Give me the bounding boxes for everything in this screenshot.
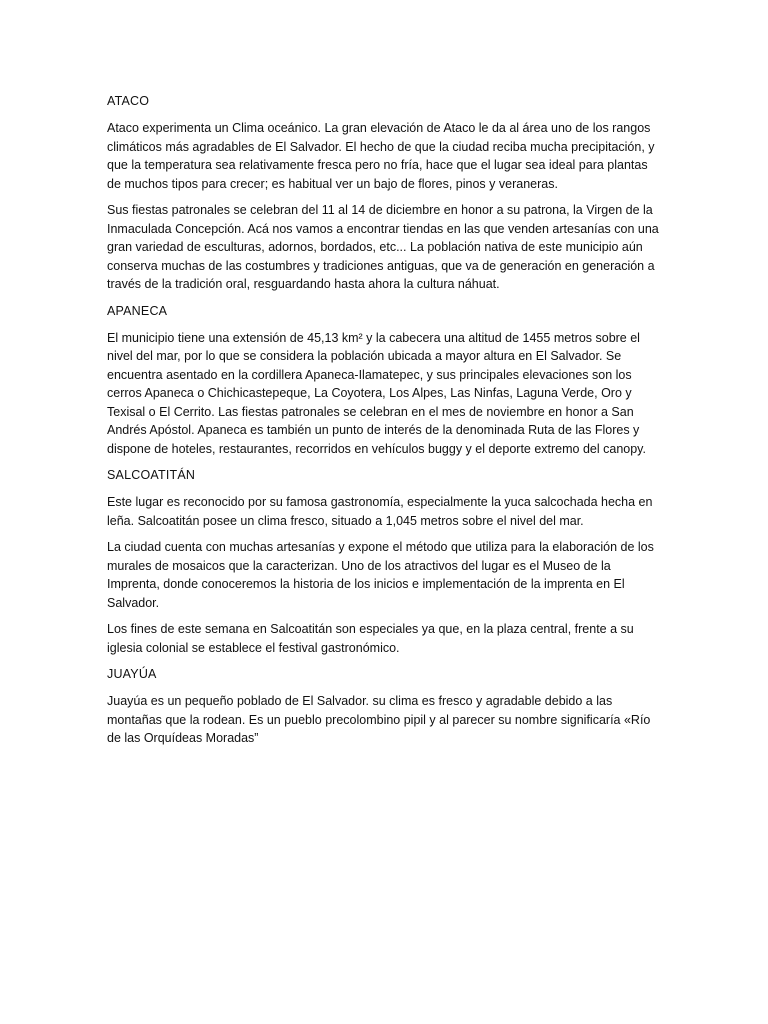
paragraph: Los fines de este semana en Salcoatitán son especiales ya que, en la plaza central, frente a su iglesia colonial se establece el festival gastronómico.: [107, 622, 634, 655]
section-heading: ATACO: [107, 94, 150, 108]
section-heading: APANECA: [107, 303, 168, 318]
section-juayua: [107, 665, 660, 748]
section-ataco: [107, 92, 660, 294]
paragraph: El municipio tiene una extensión de 45,13 km² y la cabecera una altitud de 1455 metros sobre el nivel del mar, por lo que se considera la población ubicada a mayor altura en El Salvador. Se encuentra asentado en la cordillera Apaneca-Ilamatepec, y sus principales elevaciones son los cerros Apaneca o Chichicastepeque, La Coyotera, Los Alpes, Las Ninfas, Laguna Verde, Oro y Texisal o El Cerrito. Las fiestas patronales se celebran en el mes de noviembre en honor a San Andrés Apóstol. Apaneca es también un punto de interés de la denominada Ruta de las Flores y dispone de hoteles, restaurantes, recorridos en vehículos buggy y el deporte extremo del canopy.: [107, 330, 646, 456]
paragraph: Juayúa es un pequeño poblado de El Salvador. su clima es fresco y agradable debido a las montañas que la rodean. Es un pueblo precolombino pipil y al parecer su nombre significaría «Río de las Orquídeas Moradas”: [107, 694, 651, 745]
paragraph: La ciudad cuenta con muchas artesanías y expone el método que utiliza para la elaboración de los murales de mosaicos que la caracterizan. Uno de los atractivos del lugar es el Museo de la Imprenta, donde conoceremos la historia de los inicios e implementación de la imprenta en El Salvador.: [107, 540, 654, 610]
section-apaneca: [107, 302, 660, 459]
section-heading: JUAYÚA: [107, 667, 157, 681]
paragraph: Este lugar es reconocido por su famosa gastronomía, especialmente la yuca salcochada hecha en leña. Salcoatitán posee un clima fresco, situado a 1,045 metros sobre el nivel del mar.: [107, 495, 653, 528]
document-body: [107, 92, 660, 756]
paragraph: Sus fiestas patronales se celebran del 11 al 14 de diciembre en honor a su patrona, la Virgen de la Inmaculada Concepción. Acá nos vamos a encontrar tiendas en las que venden artesanías con una gran variedad de esculturas, adornos, bordados, etc... La población nativa de este municipio aún conserva muchas de las costumbres y tradiciones antiguas, que va de generación en generación a través de la tradición oral, resguardando hasta ahora la cultura náhuat.: [107, 203, 659, 291]
section-heading: SALCOATITÁN: [107, 468, 196, 482]
section-salcoatitan: [107, 466, 660, 657]
paragraph: Ataco experimenta un Clima oceánico. La gran elevación de Ataco le da al área uno de los rangos climáticos más agradables de El Salvador. El hecho de que la ciudad reciba mucha precipitación, y que la temperatura sea relativamente fresca pero no fría, hace que el lugar sea ideal para plantas de muchos tipos para crecer; es habitual ver un bajo de flores, pinos y veraneras.: [107, 121, 655, 191]
